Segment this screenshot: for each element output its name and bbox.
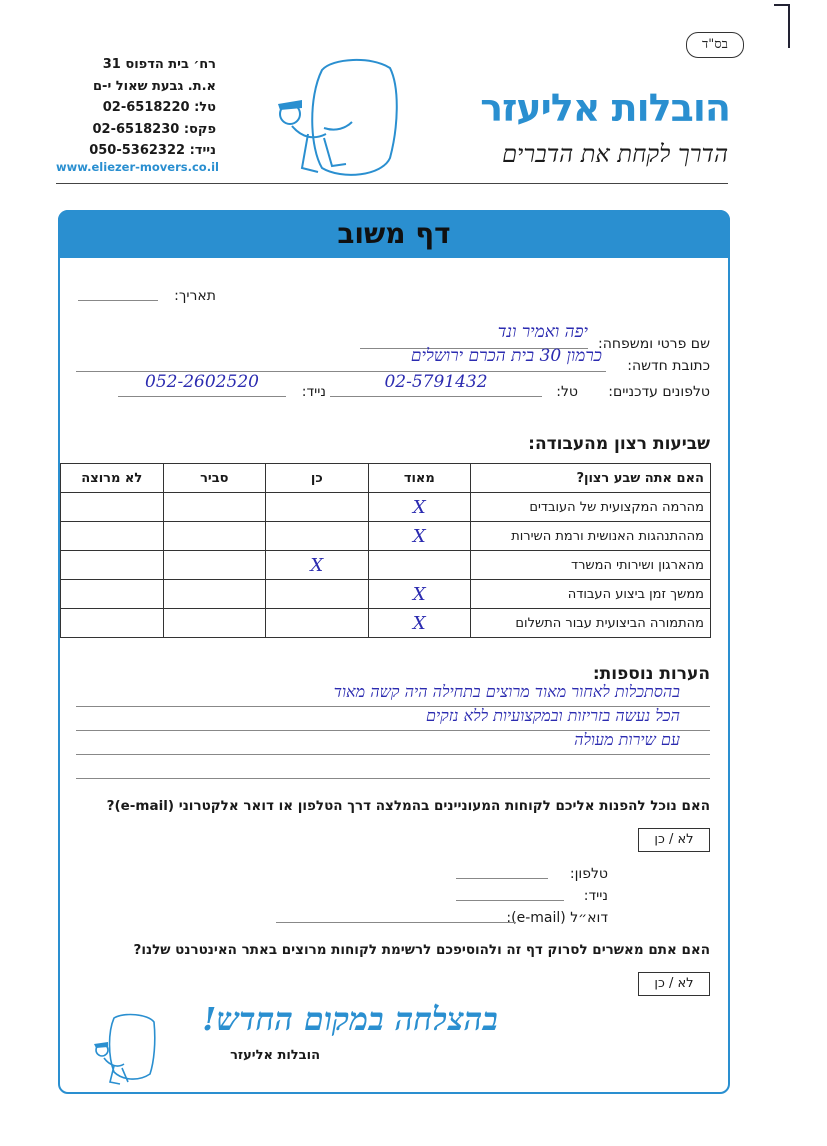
mobile-value: 052-2602520	[145, 372, 259, 392]
table-row	[61, 609, 711, 638]
table-row	[61, 493, 711, 522]
name-label: שם פרטי ומשפחה:	[598, 336, 710, 352]
name-value: יפה ואמיר ונד	[497, 322, 588, 342]
mark-cell[interactable]	[163, 580, 266, 609]
mover-mascot-logo	[262, 48, 402, 188]
address-value: כרמון 30 בית הכרם ירושלים	[410, 346, 602, 366]
row-question: מהארגון ושירותי המשרד	[471, 551, 711, 580]
col-fair: סביר	[163, 464, 266, 493]
mark-cell[interactable]	[61, 580, 164, 609]
mark-cell[interactable]	[266, 522, 369, 551]
mark-cell[interactable]: X	[368, 609, 471, 638]
referral-mobile-label: נייד:	[583, 888, 608, 904]
col-very: מאוד	[368, 464, 471, 493]
website-link[interactable]: www.eliezer-movers.co.il	[56, 160, 219, 174]
mark-cell[interactable]	[163, 522, 266, 551]
fax-line: פקס: 02-6518230	[92, 121, 216, 137]
row-question: מהתמורה הביצועית עבור התשלום	[471, 609, 711, 638]
mark-cell[interactable]	[61, 493, 164, 522]
notes-heading: הערות נוספות:	[592, 664, 710, 684]
footer-slogan: בהצלחה במקום החדש!	[202, 1000, 498, 1038]
col-question: האם אתה שבע רצון?	[471, 464, 711, 493]
mover-mascot-small-logo	[88, 1012, 158, 1088]
row-question: מהרמה המקצועית של העובדים	[471, 493, 711, 522]
date-label: תאריך:	[174, 288, 216, 304]
mobile-label: נייד:	[301, 384, 326, 400]
address-label: כתובת חדשה:	[627, 358, 710, 374]
mobile-field[interactable]	[118, 396, 286, 397]
row-question: מההתנהגות האנושית ורמת השירות	[471, 522, 711, 551]
footer-brand: הובלות אליעזר	[230, 1048, 320, 1063]
mark-cell[interactable]: X	[368, 493, 471, 522]
referral-yesno-box[interactable]: לא / כן	[638, 828, 710, 852]
date-field[interactable]	[78, 300, 158, 301]
referral-mobile-field[interactable]	[456, 900, 564, 901]
mark-cell[interactable]	[266, 493, 369, 522]
notes-text-line: הכל נעשה בזריזות ובמקצועיות ללא נזקים	[425, 706, 680, 725]
mark-cell[interactable]	[368, 551, 471, 580]
col-yes: כן	[266, 464, 369, 493]
referral-email-label: דוא״ל (e-mail):	[506, 910, 608, 926]
satisfaction-table	[60, 463, 711, 638]
notes-text-line: עם שירות מעולה	[574, 730, 680, 749]
publish-question: האם אתם מאשרים לסרוק דף זה ולהוסיפכם לרשימת לקוחות מרוצים באתר האינטרנט שלנו?	[133, 942, 710, 958]
phone-line: טל: 02-6518220	[102, 100, 216, 115]
publish-yesno-box[interactable]: לא / כן	[638, 972, 710, 996]
table-header-row	[61, 464, 711, 493]
mark-cell[interactable]: X	[266, 551, 369, 580]
header-divider	[56, 183, 728, 184]
table-row	[61, 551, 711, 580]
mark-cell[interactable]	[61, 522, 164, 551]
phone-field[interactable]	[330, 396, 542, 397]
referral-question: האם נוכל להפנות אליכם לקוחות המעוניינים בהמלצה דרך הטלפון או דואר אלקטרוני (e-mail)?	[106, 798, 710, 814]
mark-cell[interactable]: X	[368, 580, 471, 609]
table-row	[61, 522, 711, 551]
phone-value: 02-5791432	[384, 372, 488, 392]
col-unsatisfied: לא מרוצה	[61, 464, 164, 493]
mark-cell[interactable]	[61, 609, 164, 638]
satisfaction-heading: שביעות רצון מהעבודה:	[528, 434, 710, 454]
mark-cell[interactable]	[163, 551, 266, 580]
row-question: ממשך זמן ביצוע העבודה	[471, 580, 711, 609]
mark-cell[interactable]	[163, 493, 266, 522]
notes-text-line: בהסתכלות לאחור מאוד מרוצים בתחילה היה קשה מאוד	[333, 682, 680, 701]
address-line: א.ת. גבעת שאול י-ם	[93, 78, 216, 94]
brand-name: הובלות אליעזר	[480, 86, 730, 130]
mark-cell[interactable]: X	[368, 522, 471, 551]
mark-cell[interactable]	[163, 609, 266, 638]
mobile-line: נייד: 050-5362322	[89, 143, 216, 158]
mark-cell[interactable]	[61, 551, 164, 580]
brand-slogan: הדרך לקחת את הדברים	[502, 140, 728, 168]
notes-line	[76, 754, 710, 755]
mark-cell[interactable]	[266, 609, 369, 638]
referral-phone-field[interactable]	[456, 878, 548, 879]
form-title: דף משוב	[58, 210, 730, 258]
company-address	[56, 54, 216, 162]
bs-mark: בס"ד	[686, 32, 744, 58]
mark-cell[interactable]	[266, 580, 369, 609]
referral-phone-label: טלפון:	[569, 866, 608, 882]
corner-mark	[774, 4, 790, 48]
address-line: רח׳ בית הדפוס 31	[102, 57, 216, 72]
notes-line	[76, 778, 710, 779]
phone-label: טל:	[556, 384, 578, 400]
phones-label: טלפונים עדכניים:	[608, 384, 710, 400]
referral-email-field[interactable]	[276, 922, 516, 923]
table-row	[61, 580, 711, 609]
